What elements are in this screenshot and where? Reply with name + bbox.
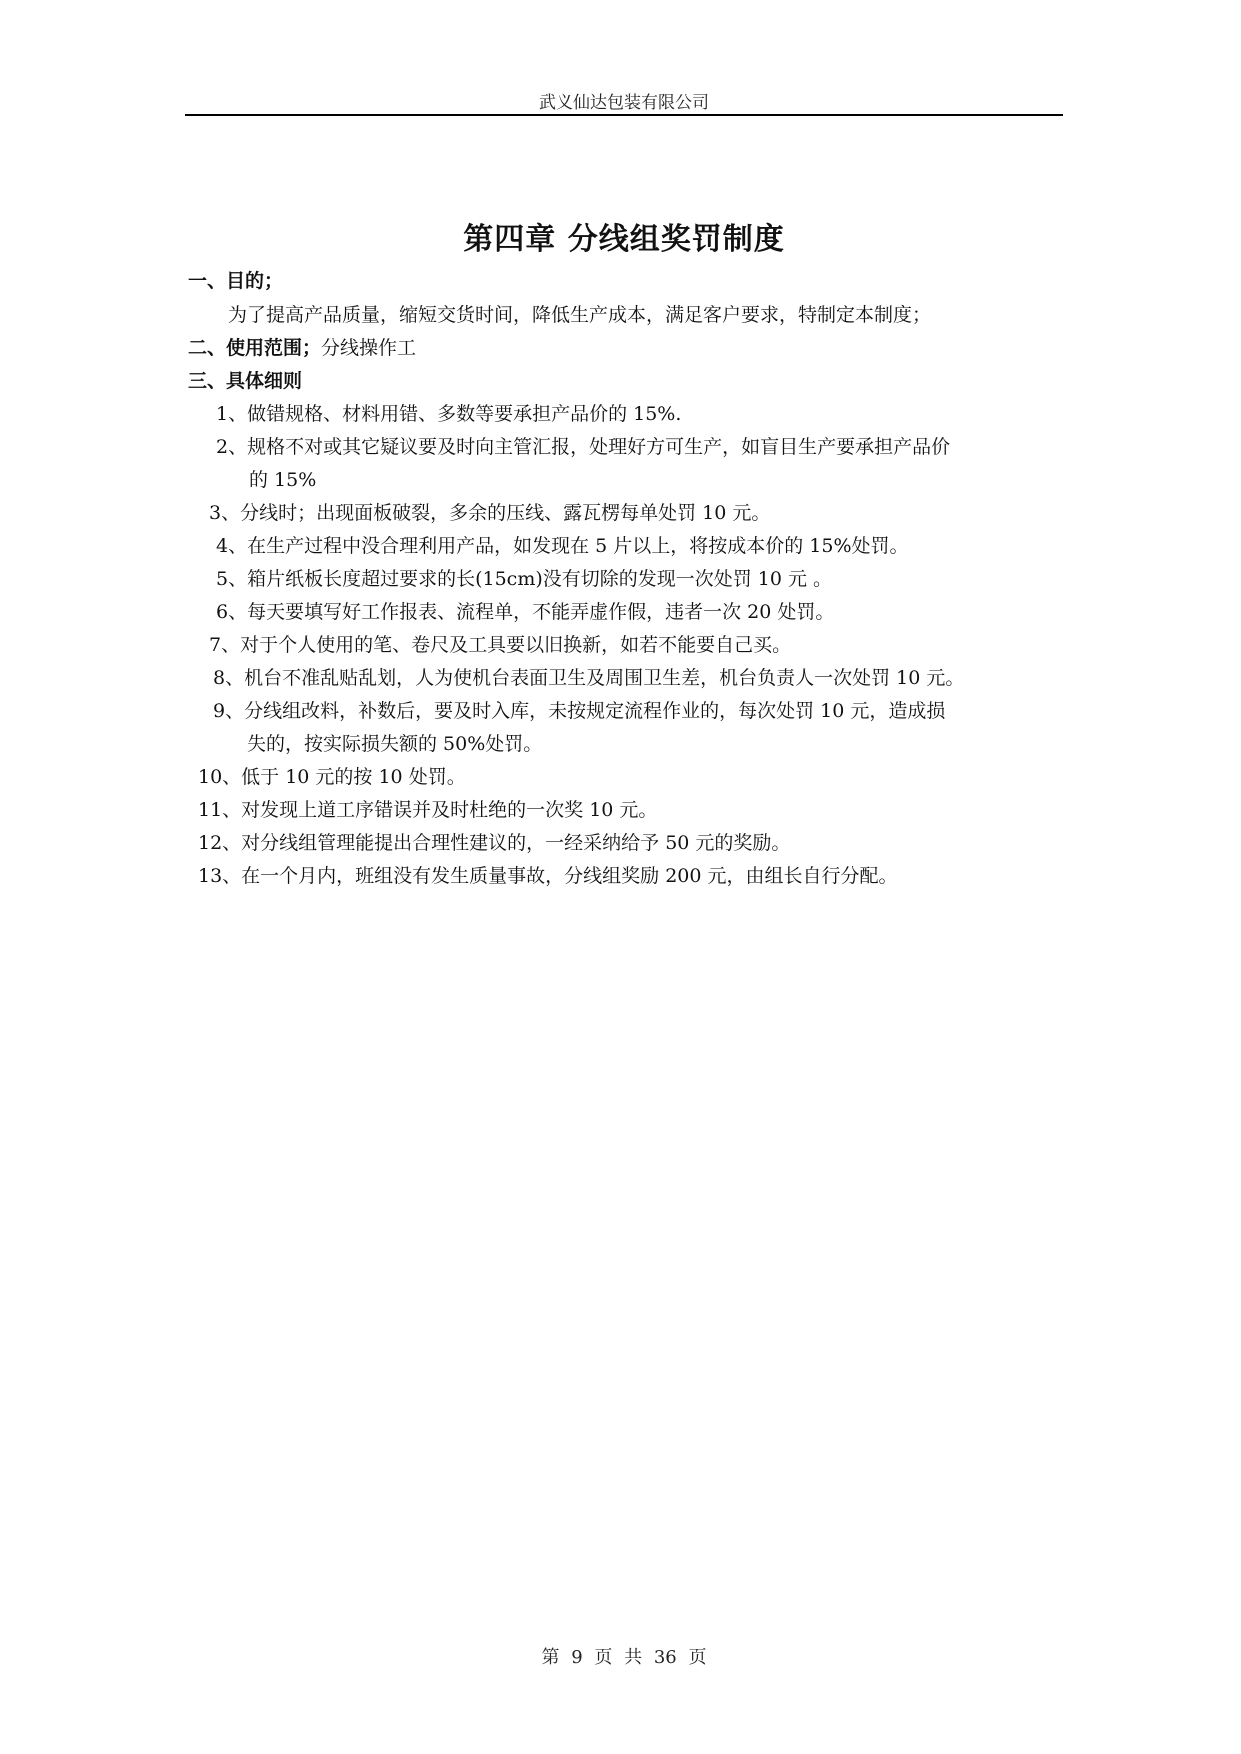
section-heading-label: 一、目的； bbox=[188, 270, 284, 292]
section-scope-value: 分线操作工 bbox=[321, 337, 417, 359]
rule-item: 11、对发现上道工序错误并及时杜绝的一次奖 10 元。 bbox=[198, 799, 658, 821]
rule-item: 7、对于个人使用的笔、卷尺及工具要以旧换新，如若不能要自己买。 bbox=[209, 634, 792, 656]
rule-item-continuation: 失的，按实际损失额的 50%处罚。 bbox=[247, 733, 543, 755]
chapter-title: 第四章 分线组奖罚制度 bbox=[463, 222, 785, 257]
rule-item: 10、低于 10 元的按 10 处罚。 bbox=[198, 766, 466, 788]
rule-item: 1、做错规格、材料用错、多数等要承担产品价的 15%. bbox=[216, 403, 682, 425]
purpose-text: 为了提高产品质量，缩短交货时间，降低生产成本，满足客户要求，特制定本制度； bbox=[228, 304, 932, 326]
section-heading-rules bbox=[188, 368, 302, 394]
rule-item-continuation: 的 15% bbox=[249, 469, 317, 491]
section-heading-purpose bbox=[188, 268, 283, 294]
rule-item: 13、在一个月内，班组没有发生质量事故，分线组奖励 200 元，由组长自行分配。 bbox=[198, 865, 898, 887]
header-divider bbox=[185, 114, 1063, 116]
rule-item: 4、在生产过程中没合理利用产品，如发现在 5 片以上，将按成本价的 15%处罚。 bbox=[216, 535, 909, 557]
page-header: 武义仙达包装有限公司 bbox=[539, 93, 709, 113]
rule-item: 2、规格不对或其它疑议要及时向主管汇报，处理好方可生产，如盲目生产要承担产品价 bbox=[216, 436, 951, 458]
rule-item: 9、分线组改料，补数后，要及时入库，未按规定流程作业的，每次处罚 10 元，造成损 bbox=[213, 700, 946, 722]
section-heading-label: 三、具体细则 bbox=[188, 370, 303, 392]
page-number: 第 9 页 共 36 页 bbox=[541, 1647, 707, 1668]
section-heading-scope bbox=[188, 335, 416, 361]
rule-item: 5、箱片纸板长度超过要求的长(15cm)没有切除的发现一次处罚 10 元 。 bbox=[216, 568, 833, 590]
rule-item: 8、机台不准乱贴乱划，人为使机台表面卫生及周围卫生差，机台负责人一次处罚 10 元。 bbox=[213, 667, 965, 689]
section-heading-label: 二、使用范围； bbox=[188, 337, 322, 359]
rule-item: 12、对分线组管理能提出合理性建议的，一经采纳给予 50 元的奖励。 bbox=[198, 832, 791, 854]
rule-item: 3、分线时；出现面板破裂，多余的压线、露瓦楞每单处罚 10 元。 bbox=[209, 502, 771, 524]
rule-item: 6、每天要填写好工作报表、流程单，不能弄虚作假，违者一次 20 处罚。 bbox=[216, 601, 835, 623]
